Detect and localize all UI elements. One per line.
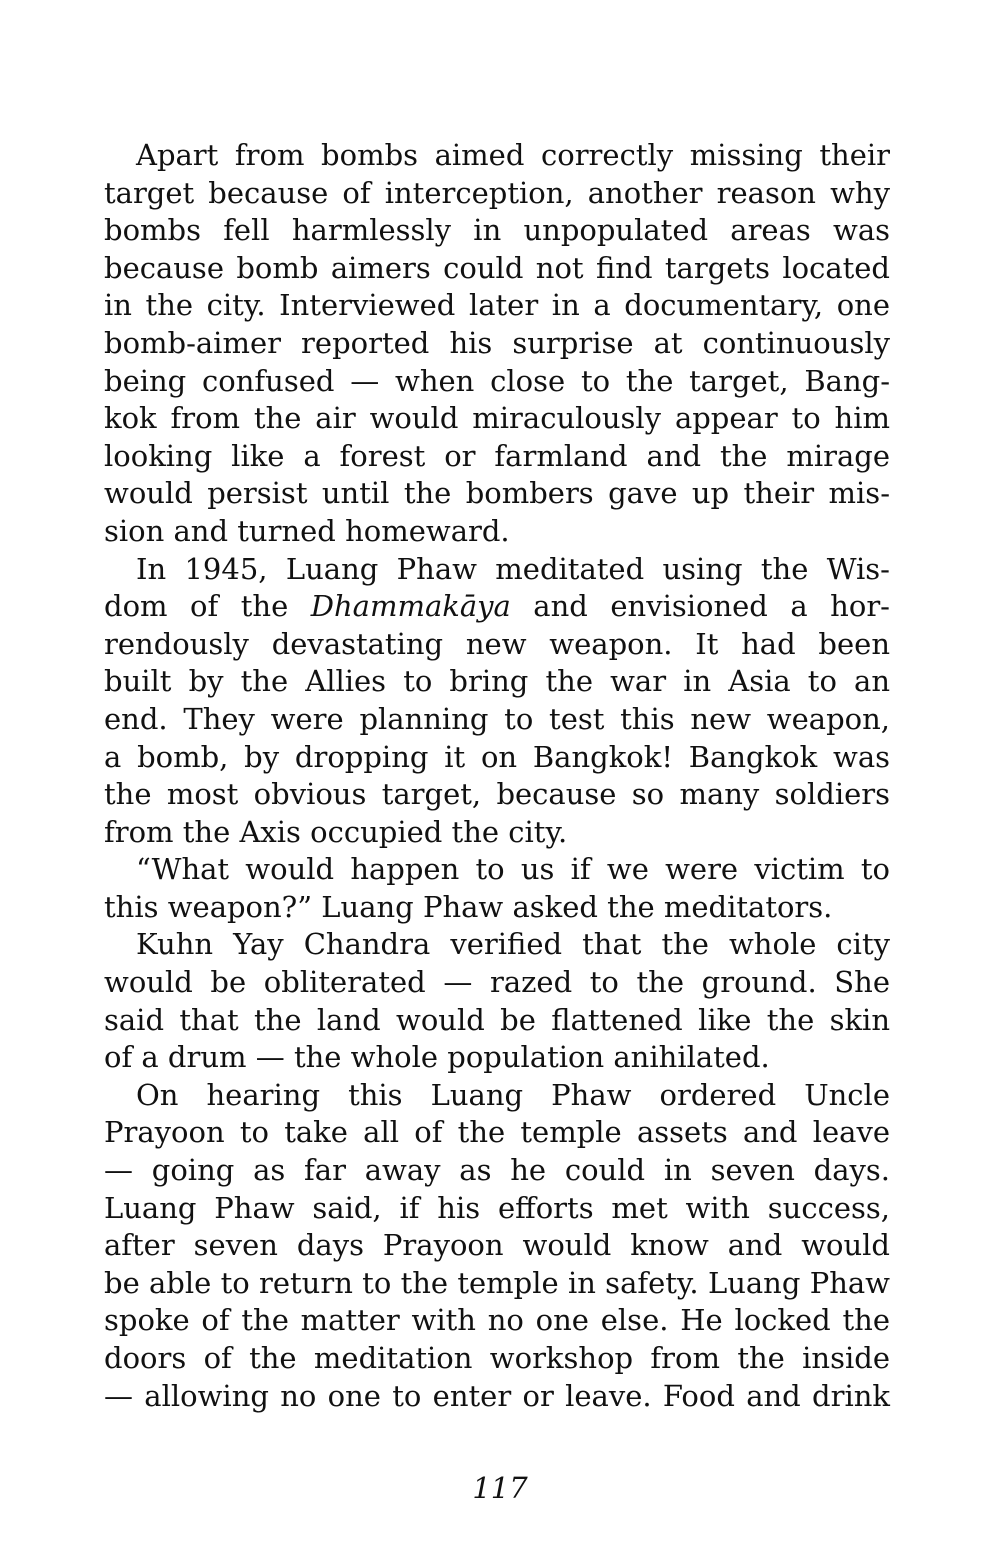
text-line: the most obvious target, because so many soldiers <box>104 777 890 812</box>
text-line: Apart from bombs aimed correctly missing their <box>136 138 890 172</box>
text-line: looking like a forest or farmland and the mirage <box>104 438 890 473</box>
text-line: from the Axis occupied the city. <box>104 814 568 849</box>
text-line: Luang Phaw said, if his efforts met with success, <box>104 1190 890 1225</box>
page-number: 117 <box>472 1471 528 1505</box>
text-line: Prayoon to take all of the temple assets and leave <box>104 1115 890 1150</box>
text-line: this weapon?” Luang Phaw asked the meditators. <box>104 889 833 924</box>
text-fragment: and envisioned a hor- <box>510 589 890 624</box>
text-line: end. They were planning to test this new weapon, <box>104 701 890 736</box>
page-body <box>104 137 890 1415</box>
text-line: in the city. Interviewed later in a documentary, one <box>104 288 890 323</box>
text-line: On hearing this Luang Phaw ordered Uncle <box>136 1077 890 1112</box>
text-line: said that the land would be flattened like the skin <box>104 1002 890 1037</box>
text-fragment: dom of the <box>104 589 311 624</box>
text-line: doors of the meditation workshop from the inside <box>104 1341 890 1375</box>
text-line: In 1945, Luang Phaw meditated using the Wis- <box>136 551 890 586</box>
text-line: spoke of the matter with no one else. He locked the <box>104 1303 890 1338</box>
text-line: sion and turned homeward. <box>104 513 510 548</box>
text-line: “What would happen to us if we were victim to <box>136 852 890 887</box>
text-line: rendously devastating new weapon. It had been <box>104 626 890 661</box>
text-line: of a drum — the whole population anihilated. <box>104 1040 770 1075</box>
text-line: Kuhn Yay Chandra verified that the whole city <box>136 927 890 962</box>
paragraph-new-weapon <box>104 551 890 852</box>
paragraph-prayoon-ordered <box>104 1077 890 1415</box>
text-line: be able to return to the temple in safety. Luang Phaw <box>104 1265 890 1300</box>
paragraph-question <box>104 851 890 926</box>
text-line: after seven days Prayoon would know and would <box>104 1228 890 1263</box>
text-line-with-term <box>104 588 890 626</box>
text-line: — going as far away as he could in seven days. <box>104 1153 890 1188</box>
italic-term: Dhammakāya <box>310 589 511 624</box>
text-line: because bomb aimers could not find targets located <box>104 250 890 285</box>
text-line: — allowing no one to enter or leave. Food and drink <box>104 1378 890 1413</box>
text-line: a bomb, by dropping it on Bangkok! Bangkok was <box>104 739 890 774</box>
text-line: built by the Allies to bring the war in Asia to an <box>104 664 890 699</box>
text-line: bomb-aimer reported his surprise at continuously <box>104 325 890 360</box>
text-line: would persist until the bombers gave up their mis- <box>104 476 890 511</box>
text-line: bombs fell harmlessly in unpopulated areas was <box>104 213 890 248</box>
text-line: would be obliterated — razed to the ground. She <box>104 965 890 1000</box>
text-line: being confused — when close to the target, Bang- <box>104 363 890 398</box>
text-line: kok from the air would miraculously appear to him <box>104 401 890 436</box>
paragraph-bombing-mirage <box>104 137 890 551</box>
text-line: target because of interception, another reason why <box>104 175 890 210</box>
paragraph-chandra-verified <box>104 926 890 1076</box>
